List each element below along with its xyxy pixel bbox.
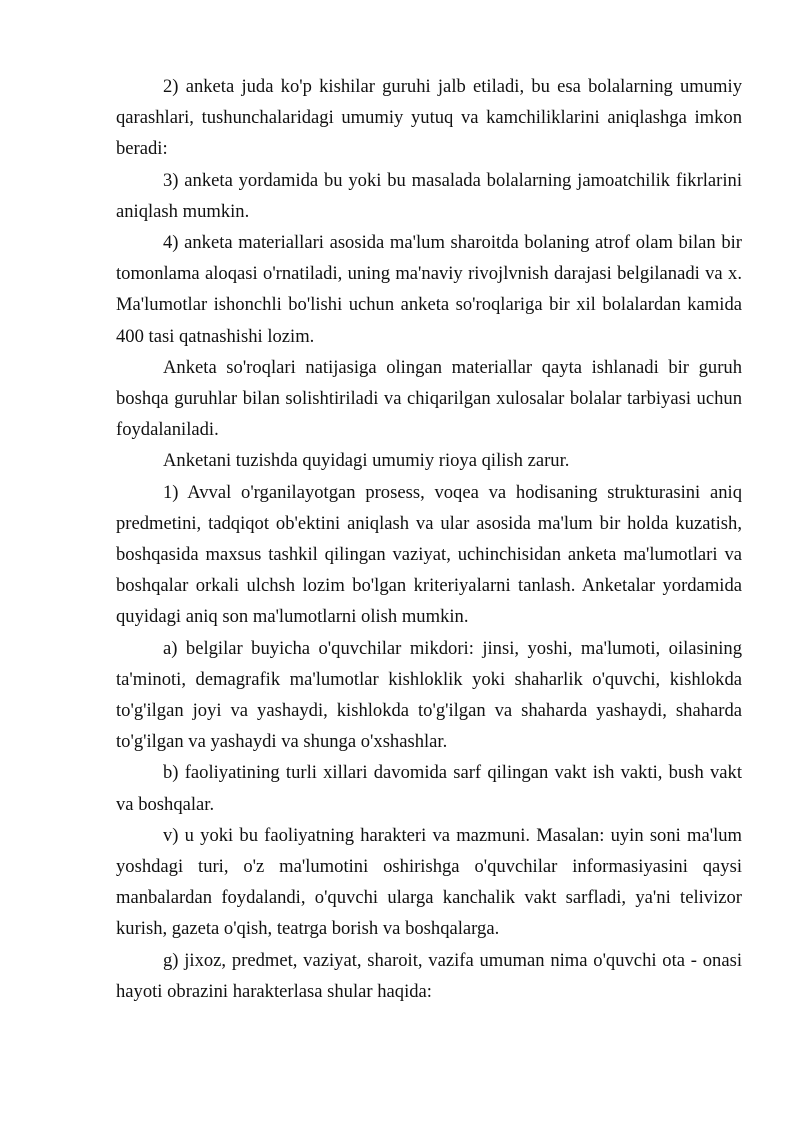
paragraph: a) belgilar buyicha o'quvchilar mikdori: jinsi, yoshi, ma'lumoti, oilasining ta'minoti, demagrafik ma'lumotlar kishloklik yoki shaharlik o'quvchi, kishlokda to'g'ilgan joyi va yashaydi, kishlokda to'g'ilgan va shaharda yashaydi, shaharda to'g'ilgan va yashaydi va shunga o'xshashlar. bbox=[116, 637, 742, 753]
paragraph: g) jixoz, predmet, vaziyat, sharoit, vazifa umuman nima o'quvchi ota - onasi hayoti obrazini harakterlasa shular haqida: bbox=[116, 949, 742, 1002]
paragraph: v) u yoki bu faoliyatning harakteri va mazmuni. Masalan: uyin soni ma'lum yoshdagi turi, o'z ma'lumotini oshirishga o'quvchilar informasiyasini qaysi manbalardan foydalandi, o'quvchi ularga kanchalik vakt sarfladi, ya'ni telivizor kurish, gazeta o'qish, teatrga borish va boshqalarga. bbox=[116, 824, 742, 940]
paragraph: Anketa so'roqlari natijasiga olingan materiallar qayta ishlanadi bir guruh boshqa guruhlar bilan solishtiriladi va chiqarilgan xulosalar bolalar tarbiyasi uchun foydalaniladi. bbox=[116, 356, 742, 441]
paragraph: 2) anketa juda ko'p kishilar guruhi jalb etiladi, bu esa bolalarning umumiy qarashlari, tushunchalaridagi umumiy yutuq va kamchiliklarini aniqlashga imkon beradi: bbox=[116, 76, 742, 160]
paragraph: 4) anketa materiallari asosida ma'lum sharoitda bolaning atrof olam bilan bir tomonlama aloqasi o'rnatiladi, uning ma'naviy rivojlvnish darajasi belgilanadi va x. Ma'lumotlar ishonchli bo'lishi uchun anketa so'roqlariga bir xil bolalardan kamida 400 tasi qatnashishi lozim. bbox=[116, 232, 742, 347]
paragraph: b) faoliyatining turli xillari davomida sarf qilingan vakt ish vakti, bush vakt va boshqalar. bbox=[116, 762, 742, 815]
paragraph: 1) Avval o'rganilayotgan prosess, voqea va hodisaning strukturasini aniq predmetini, tadqiqot ob'ektini aniqlash va ular asosida ma'lum bir holda kuzatish, boshqasida maxsus tashkil qilingan vaziyat, uchinchisidan anketa ma'lumotlari va boshqalar orkali ulchsh lozim bo'lgan kriteriyalarni tanlash. Anketalar yordamida quyidagi aniq son ma'lumotlarni olish mumkin. bbox=[116, 481, 742, 628]
paragraph: Anketani tuzishda quyidagi umumiy rioya qilish zarur. bbox=[163, 450, 570, 472]
paragraph: 3) anketa yordamida bu yoki bu masalada bolalarning jamoatchilik fikrlarini aniqlash mumkin. bbox=[116, 169, 742, 222]
